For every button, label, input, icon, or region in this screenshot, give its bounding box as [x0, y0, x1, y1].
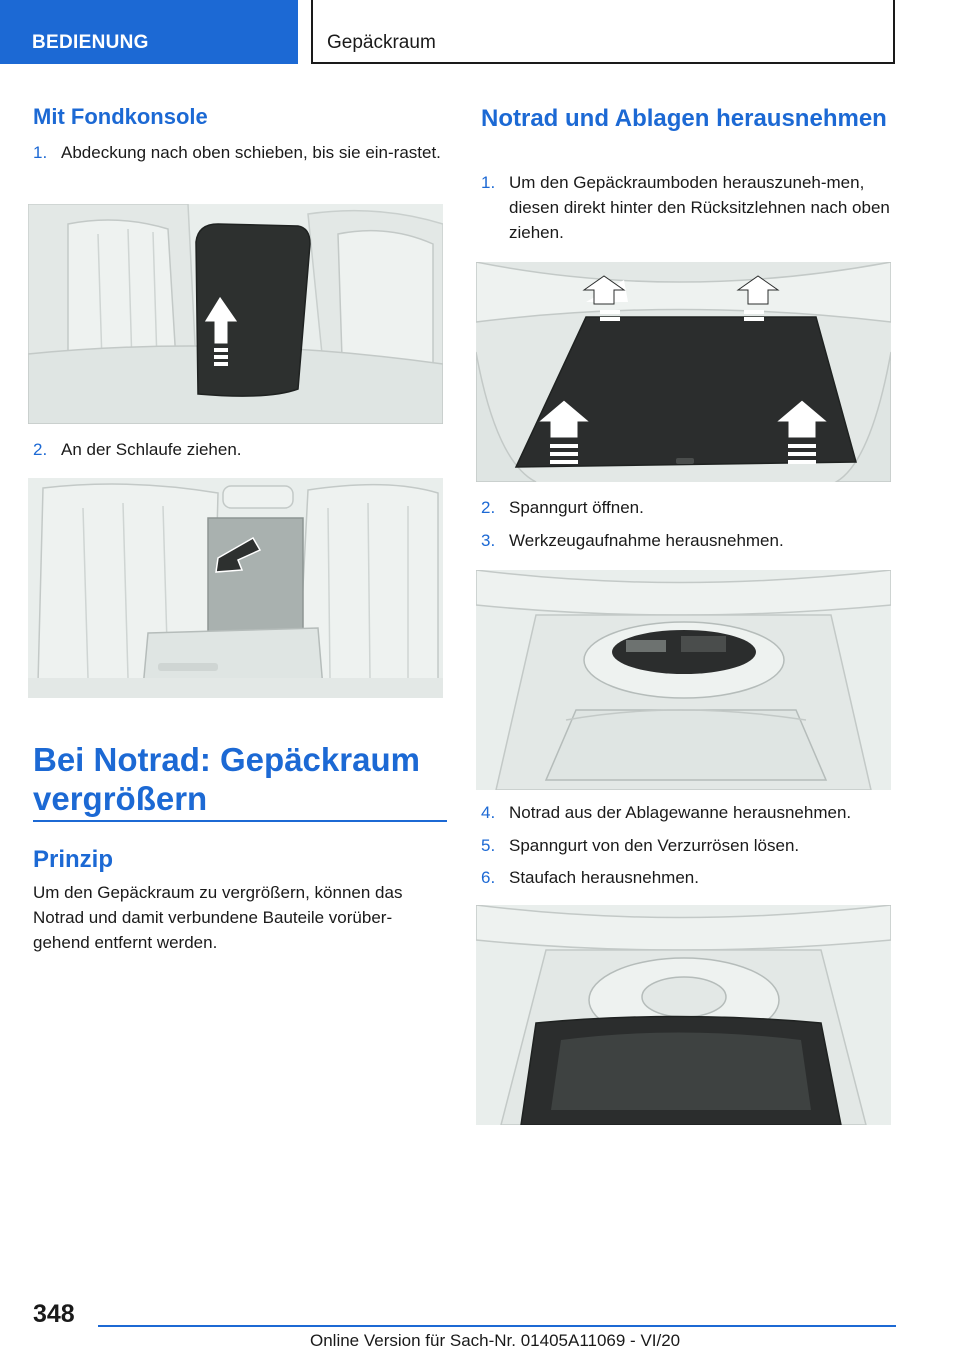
footer-rule — [98, 1325, 896, 1327]
right-step-2 — [481, 495, 893, 520]
illustration-storage-tray — [476, 905, 891, 1125]
chapter-title: Gepäckraum — [327, 32, 436, 53]
illustration-tool-holder — [476, 570, 891, 790]
step-number: 1. — [33, 143, 48, 162]
step-number: 5. — [481, 836, 496, 855]
left-heading-block — [33, 104, 445, 130]
step-text: Abdeckung nach oben schieben, bis sie ein-rastet. — [61, 143, 441, 162]
heading-prinzip: Prinzip — [33, 846, 114, 873]
step-text: Spanngurt von den Verzurrösen lösen. — [509, 836, 800, 855]
principle-text: Um den Gepäckraum zu vergrößern, können das Notrad und damit verbundene Bauteile vorüber-gehend entfernt werden. — [33, 883, 403, 952]
illustration-trunk-floor — [476, 262, 891, 482]
page-number: 348 — [33, 1300, 75, 1328]
left-step-2 — [33, 437, 445, 462]
step-text: An der Schlaufe ziehen. — [61, 440, 242, 459]
right-step-4 — [481, 800, 893, 825]
step-text: Staufach herausnehmen. — [509, 868, 699, 887]
right-step-3 — [481, 528, 893, 553]
right-step-6 — [481, 865, 893, 890]
heading-mit-fondkonsole: Mit Fondkonsole — [33, 104, 208, 129]
step-number: 2. — [481, 498, 496, 517]
online-version-note: Online Version für Sach-Nr. 01405A11069 - VI/20 — [310, 1331, 681, 1350]
step-text: Werkzeugaufnahme herausnehmen. — [509, 531, 784, 550]
right-step-5 — [481, 833, 893, 858]
right-step-1 — [481, 170, 893, 245]
step-number: 4. — [481, 803, 496, 822]
step-number: 2. — [33, 440, 48, 459]
illustration-pull-loop — [28, 478, 443, 698]
step-text: Um den Gepäckraumboden herauszuneh-men, diesen direkt hinter den Rücksitzlehnen nach oben ziehen. — [509, 173, 890, 242]
step-number: 1. — [481, 173, 496, 192]
step-number: 3. — [481, 531, 496, 550]
heading-rule — [33, 820, 447, 822]
principle-block — [33, 846, 445, 874]
section-title: BEDIENUNG — [32, 32, 149, 53]
step-number: 6. — [481, 868, 496, 887]
illustration-console-cover — [28, 204, 443, 424]
step-text: Notrad aus der Ablagewanne herausnehmen. — [509, 803, 852, 822]
left-step-1 — [33, 140, 445, 165]
right-heading-block — [481, 104, 893, 134]
chapter-header — [311, 0, 895, 64]
heading-gepaeckraum-vergroessern: Bei Notrad: Gepäckraum vergrößern — [33, 741, 420, 817]
step-text: Spanngurt öffnen. — [509, 498, 644, 517]
section-tab — [0, 0, 298, 64]
heading-notrad-ablagen: Notrad und Ablagen herausnehmen — [481, 105, 887, 132]
main-heading-block — [33, 740, 445, 818]
